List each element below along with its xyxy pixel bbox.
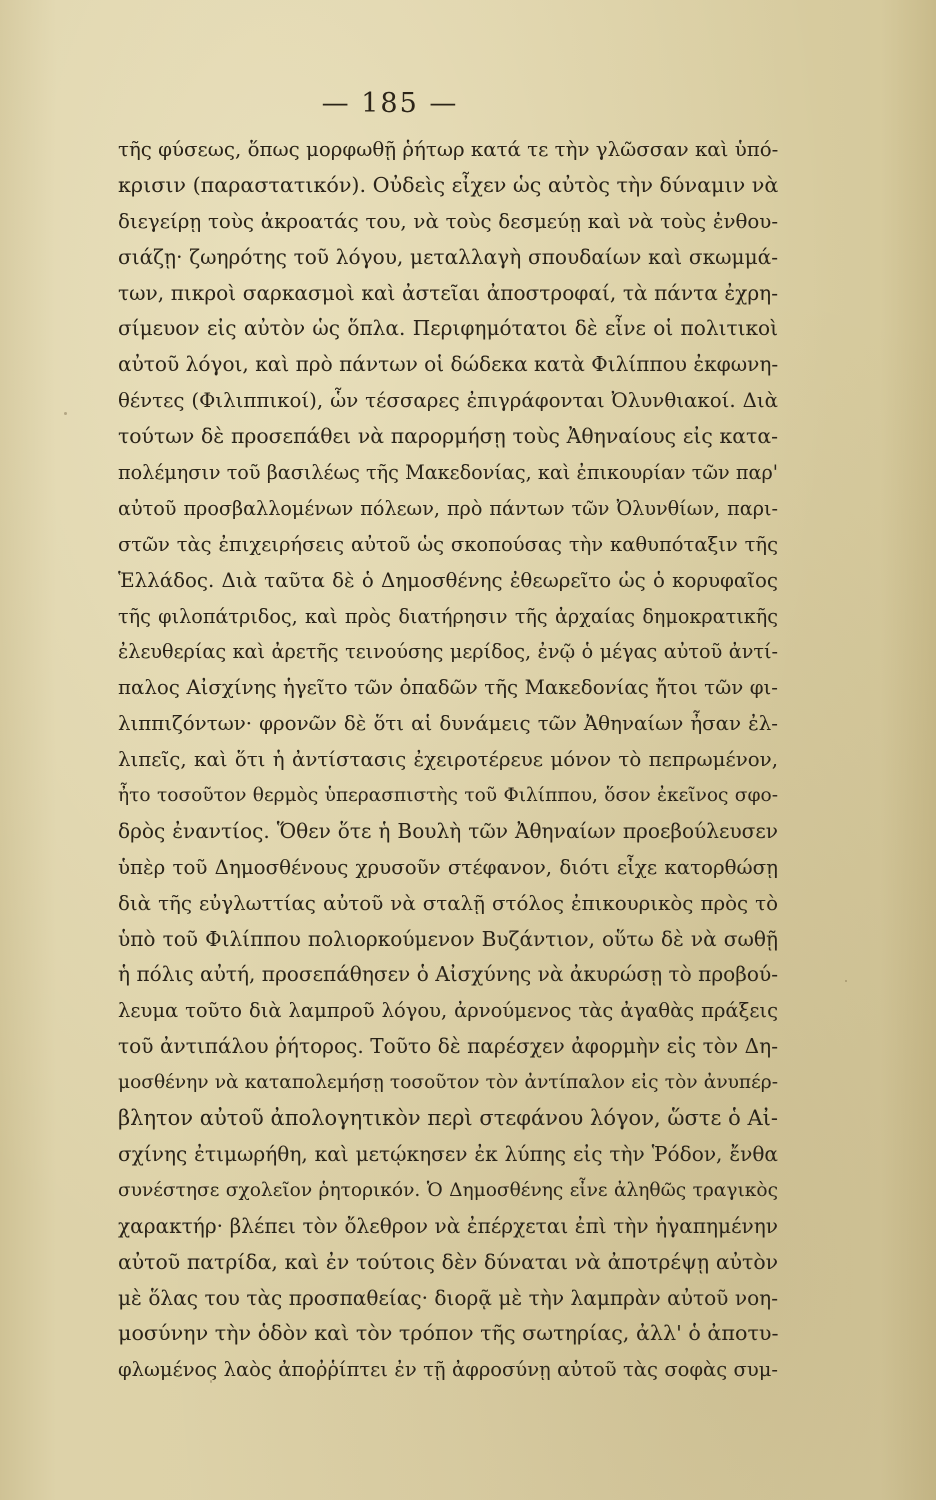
paper-speck	[845, 980, 847, 982]
text-line: ἦτο τοσοῦτον θερμὸς ὑπερασπιστὴς τοῦ Φιλίππου, ὅσον ἐκεῖνος σφο-	[118, 785, 778, 807]
text-line: κρισιν (παραστατικόν). Οὐδεὶς εἶχεν ὡς αὐτὸς τὴν δύναμιν νὰ	[118, 172, 779, 197]
text-line: πολέμησιν τοῦ βασιλέως τῆς Μακεδονίας, καὶ ἐπικουρίαν τῶν παρ'	[118, 461, 778, 485]
text-line: τῆς φύσεως, ὅπως μορφωθῇ ῥήτωρ κατά τε τὴν γλῶσσαν καὶ ὑπό-	[118, 138, 779, 161]
text-line: τοῦ ἀντιπάλου ῥήτορος. Τοῦτο δὲ παρέσχεν ἀφορμὴν εἰς τὸν Δη-	[118, 1034, 778, 1059]
text-line: αὐτοῦ προσβαλλομένων πόλεων, πρὸ πάντων τῶν Ὀλυνθίων, παρι-	[118, 496, 778, 520]
text-line: των, πικροὶ σαρκασμοὶ καὶ ἀστεῖαι ἀποστροφαί, τὰ πάντα ἐχρη-	[118, 280, 778, 305]
text-line: φλωμένος λαὸς ἀποῤῥίπτει ἐν τῇ ἀφροσύνῃ αὐτοῦ τὰς σοφὰς συμ-	[118, 1358, 778, 1382]
text-line: Ἑλλάδος. Διὰ ταῦτα δὲ ὁ Δημοσθένης ἐθεωρεῖτο ὡς ὁ κορυφαῖος	[118, 568, 778, 592]
page-number: — 185 —	[321, 88, 459, 119]
text-line: λιπεῖς, καὶ ὅτι ἡ ἀντίστασις ἐχειροτέρευε μόνον τὸ πεπρωμένον,	[118, 748, 778, 772]
text-line: σχίνης ἐτιμωρήθη, καὶ μετῴκησεν ἐκ λύπης εἰς τὴν Ῥόδον, ἔνθα	[118, 1141, 778, 1166]
text-line: ἐλευθερίας καὶ ἀρετῆς τεινούσης μερίδος, ἐνῷ ὁ μέγας αὐτοῦ ἀντί-	[118, 640, 778, 664]
text-line: σίμευον εἰς αὐτὸν ὡς ὅπλα. Περιφημότατοι δὲ εἶνε οἱ πολιτικοὶ	[118, 316, 778, 341]
text-line: μοσύνην τὴν ὁδὸν καὶ τὸν τρόπον τῆς σωτηρίας, ἀλλ' ὁ ἀποτυ-	[118, 1321, 779, 1346]
text-line: βλητον αὐτοῦ ἀπολογητικὸν περὶ στεφάνου λόγον, ὥστε ὁ Αἰ-	[118, 1106, 778, 1131]
text-line: χαρακτήρ· βλέπει τὸν ὄλεθρον νὰ ἐπέρχεται ἐπὶ τὴν ἠγαπημένην	[118, 1213, 778, 1238]
text-line: ἡ πόλις αὐτή, προσεπάθησεν ὁ Αἰσχύνης νὰ ἀκυρώσῃ τὸ προβού-	[118, 962, 778, 987]
paper-speck	[64, 412, 67, 415]
text-line: λιππιζόντων· φρονῶν δὲ ὅτι αἱ δυνάμεις τῶν Ἀθηναίων ἦσαν ἐλ-	[118, 712, 778, 736]
paper-speck	[210, 1380, 212, 1383]
text-line: λευμα τοῦτο διὰ λαμπροῦ λόγου, ἀρνούμενος τὰς ἀγαθὰς πράξεις	[118, 999, 778, 1023]
text-line: θέντες (Φιλιππικοί), ὧν τέσσαρες ἐπιγράφονται Ὀλυνθιακοί. Διὰ	[118, 389, 778, 413]
text-line: αὐτοῦ λόγοι, καὶ πρὸ πάντων οἱ δώδεκα κατὰ Φιλίππου ἐκφωνη-	[118, 352, 779, 377]
text-line: μὲ ὅλας του τὰς προσπαθείας· διορᾷ μὲ τὴν λαμπρὰν αὐτοῦ νοη-	[118, 1285, 778, 1310]
text-line: τούτων δὲ προσεπάθει νὰ παρορμήσῃ τοὺς Ἀθηναίους εἰς κατα-	[118, 424, 778, 449]
text-line: σιάζῃ· ζωηρότης τοῦ λόγου, μεταλλαγὴ σπουδαίων καὶ σκωμμά-	[118, 244, 778, 269]
text-line: τῆς φιλοπάτριδος, καὶ πρὸς διατήρησιν τῆς ἀρχαίας δημοκρατικῆς	[118, 604, 778, 628]
text-line: παλος Αἰσχίνης ἡγεῖτο τῶν ὀπαδῶν τῆς Μακεδονίας ἤτοι τῶν φι-	[118, 676, 778, 700]
body-text	[118, 132, 778, 1388]
text-line: ὑπὸ τοῦ Φιλίππου πολιορκούμενον Βυζάντιον, οὕτω δὲ νὰ σωθῇ	[118, 926, 778, 951]
text-line: αὐτοῦ πατρίδα, καὶ ἐν τούτοις δὲν δύναται νὰ ἀποτρέψῃ αὐτὸν	[118, 1249, 778, 1274]
text-line: στῶν τὰς ἐπιχειρήσεις αὐτοῦ ὡς σκοπούσας τὴν καθυπόταξιν τῆς	[118, 532, 778, 556]
text-line: δρὸς ἐναντίος. Ὅθεν ὅτε ἡ Βουλὴ τῶν Ἀθηναίων προεβούλευσεν	[118, 818, 778, 843]
text-line: μοσθένην νὰ καταπολεμήσῃ τοσοῦτον τὸν ἀντίπαλον εἰς τὸν ἀνυπέρ-	[118, 1072, 778, 1094]
text-line: διὰ τῆς εὐγλωττίας αὐτοῦ νὰ σταλῇ στόλος ἐπικουρικὸς πρὸς τὸ	[118, 891, 778, 915]
text-line: ὑπὲρ τοῦ Δημοσθένους χρυσοῦν στέφανον, διότι εἶχε κατορθώσῃ	[118, 855, 778, 879]
text-line: συνέστησε σχολεῖον ῥητορικόν. Ὁ Δημοσθένης εἶνε ἀληθῶς τραγικὸς	[118, 1179, 778, 1201]
text-line: διεγείρῃ τοὺς ἀκροατάς του, νὰ τοὺς δεσμεύῃ καὶ νὰ τοὺς ἐνθου-	[118, 209, 778, 233]
